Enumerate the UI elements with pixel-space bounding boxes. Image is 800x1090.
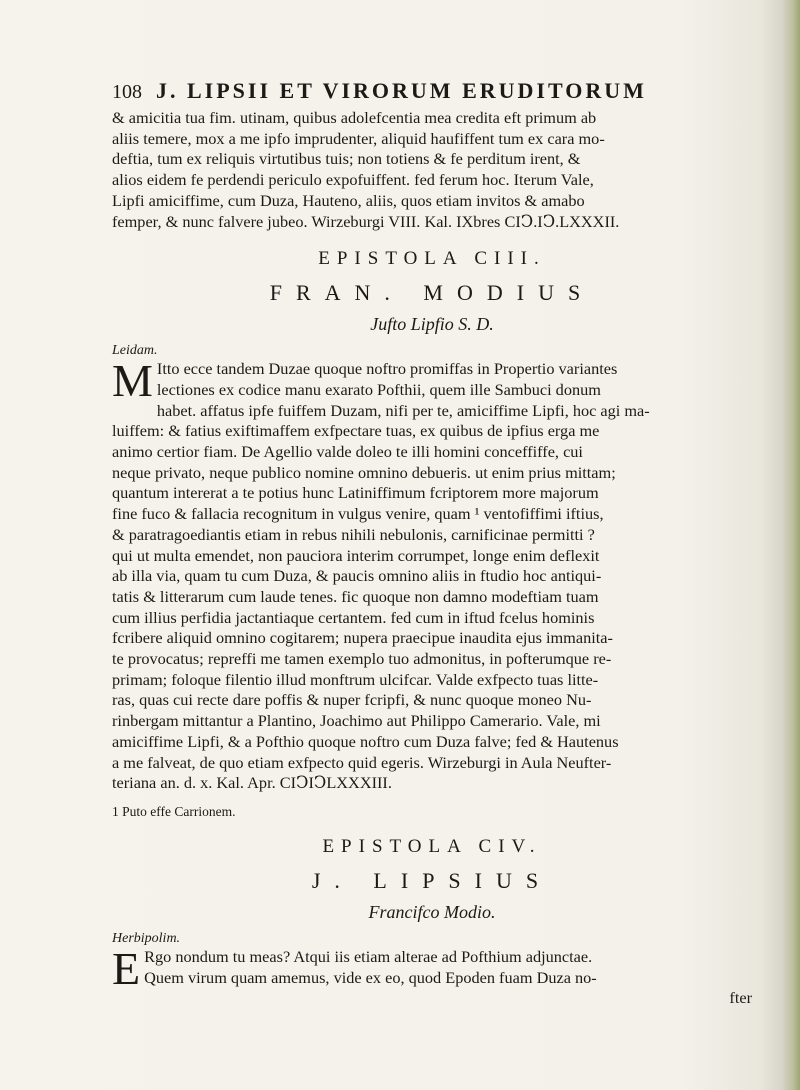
text-line: Itto ecce tandem Duzae quoque noftro promiffas in Propertio variantes <box>156 359 618 379</box>
drop-cap: M <box>112 355 153 407</box>
text-line: quantum intererat a te potius hunc Latiniffimum fcriptorem more majorum <box>112 483 599 503</box>
text-line: teriana an. d. x. Kal. Apr. CIↃIↃLXXXIII. <box>112 773 392 793</box>
letter-ciii-tail <box>112 108 752 232</box>
text-line: ab illa via, quam tu cum Duza, & paucis omnino aliis in ftudio hoc antiqui- <box>112 566 602 586</box>
catchword: fter <box>729 988 752 1008</box>
letter-ciii-body <box>112 355 752 794</box>
text-line: Rgo nondum tu meas? Atqui iis etiam alterae ad Pofthium adjunctae. <box>144 946 593 966</box>
page-content <box>112 78 752 1009</box>
letter-civ-body <box>112 942 752 1009</box>
letter-author: J. LIPSIUS <box>311 867 553 893</box>
running-header <box>112 78 752 104</box>
footnote: 1 Puto effe Carrionem. <box>112 803 236 819</box>
letter-recipient: Jufto Lipfio S. D. <box>370 314 494 335</box>
running-title: J. LIPSII ET VIRORUM ERUDITORUM <box>156 78 647 103</box>
letter-author: FRAN. MODIUS <box>269 280 595 306</box>
text-line: lectiones ex codice manu exarato Pofthii, quem ille Sambuci donum <box>156 379 601 399</box>
text-line: fine fuco & fallacia recognitum in vulgus venire, quam ¹ ventofiffimi iftius, <box>112 504 604 524</box>
text-line: rinbergam mittantur a Plantino, Joachimo aut Philippo Camerario. Vale, mi <box>112 711 601 731</box>
text-line: habet. affatus ipfe fuiffem Duzam, nifi per te, amiciffime Lipfi, hoc agi ma- <box>156 400 650 420</box>
text-line: femper, & nunc falvere jubeo. Wirzeburgi VIII. Kal. IXbres CIↃ.IↃ.LXXXII. <box>112 211 620 231</box>
text-line: tatis & litterarum cum laude tenes. fic quoque non damno modeftiam tuam <box>112 586 599 606</box>
text-line: Lipfi amiciffime, cum Duza, Hauteno, aliis, quos etiam invitos & amabo <box>112 190 585 210</box>
letter-title: EPISTOLA CIV. <box>322 835 542 857</box>
drop-cap: E <box>112 942 141 994</box>
letter-recipient: Francifco Modio. <box>368 901 496 922</box>
text-line: cum illius perfidia jactantiaque certantem. fed cum in iftud fcelus hominis <box>112 607 595 627</box>
text-line: deftia, tum ex reliquis virtutibus tuis; non totiens & fe perditum irent, & <box>112 149 581 169</box>
letter-place: Leidam. <box>112 343 158 359</box>
text-line: primam; foloque filentio illud monftrum ulcifcar. Valde exfpecto tuas litte- <box>112 669 599 689</box>
text-line: aliis temere, mox a me ipfo imprudenter, aliquid haufiffent tum ex cara mo- <box>112 128 605 148</box>
letter-place: Herbipolim. <box>112 930 181 946</box>
text-line: & amicitia tua fim. utinam, quibus adolefcentia mea credita eft primum ab <box>112 108 597 127</box>
text-line: fcribere aliquid omnino cogitarem; nupera praecipue inaudita ejus immanita- <box>112 628 613 648</box>
text-line: qui ut multa emendet, non pauciora interim corrumpet, longe enim deflexit <box>112 545 600 565</box>
text-line: alios eidem fe perdendi periculo expofuiffent. fed ferum hoc. Iterum Vale, <box>112 170 594 190</box>
text-line: te provocatus; repreffi me tamen exemplo tuo admonitus, in pofterumque re- <box>112 649 612 669</box>
text-line: animo certior fiam. De Agellio valde doleo te illi homini conceffiffe, cui <box>112 442 583 462</box>
text-line: ras, quas cui recte dare poffis & nuper fcripfi, & nunc quoque moneo Nu- <box>112 690 592 710</box>
text-line: amiciffime Lipfi, & a Pofthio quoque noftro cum Duza falve; fed & Hautenus <box>112 731 619 751</box>
text-line: neque privato, neque publico nomine omnino debueris. ut enim prius mittam; <box>112 462 616 482</box>
page-edge <box>782 0 800 1090</box>
page-number: 108 <box>112 81 142 103</box>
text-line: a me falveat, de quo etiam exfpecto quid egeris. Wirzeburgi in Aula Neufter- <box>112 752 612 772</box>
text-line: Quem virum quam amemus, vide ex eo, quod Epoden fuam Duza no- <box>144 967 597 987</box>
letter-title: EPISTOLA CIII. <box>318 248 546 270</box>
text-line: luiffem: & fatius exiftimaffem exfpectare tuas, ex quibus de ipfius erga me <box>112 421 600 441</box>
text-line: & paratragoediantis etiam in rebus nihili nebulonis, carnificinae permitti ? <box>112 524 595 544</box>
